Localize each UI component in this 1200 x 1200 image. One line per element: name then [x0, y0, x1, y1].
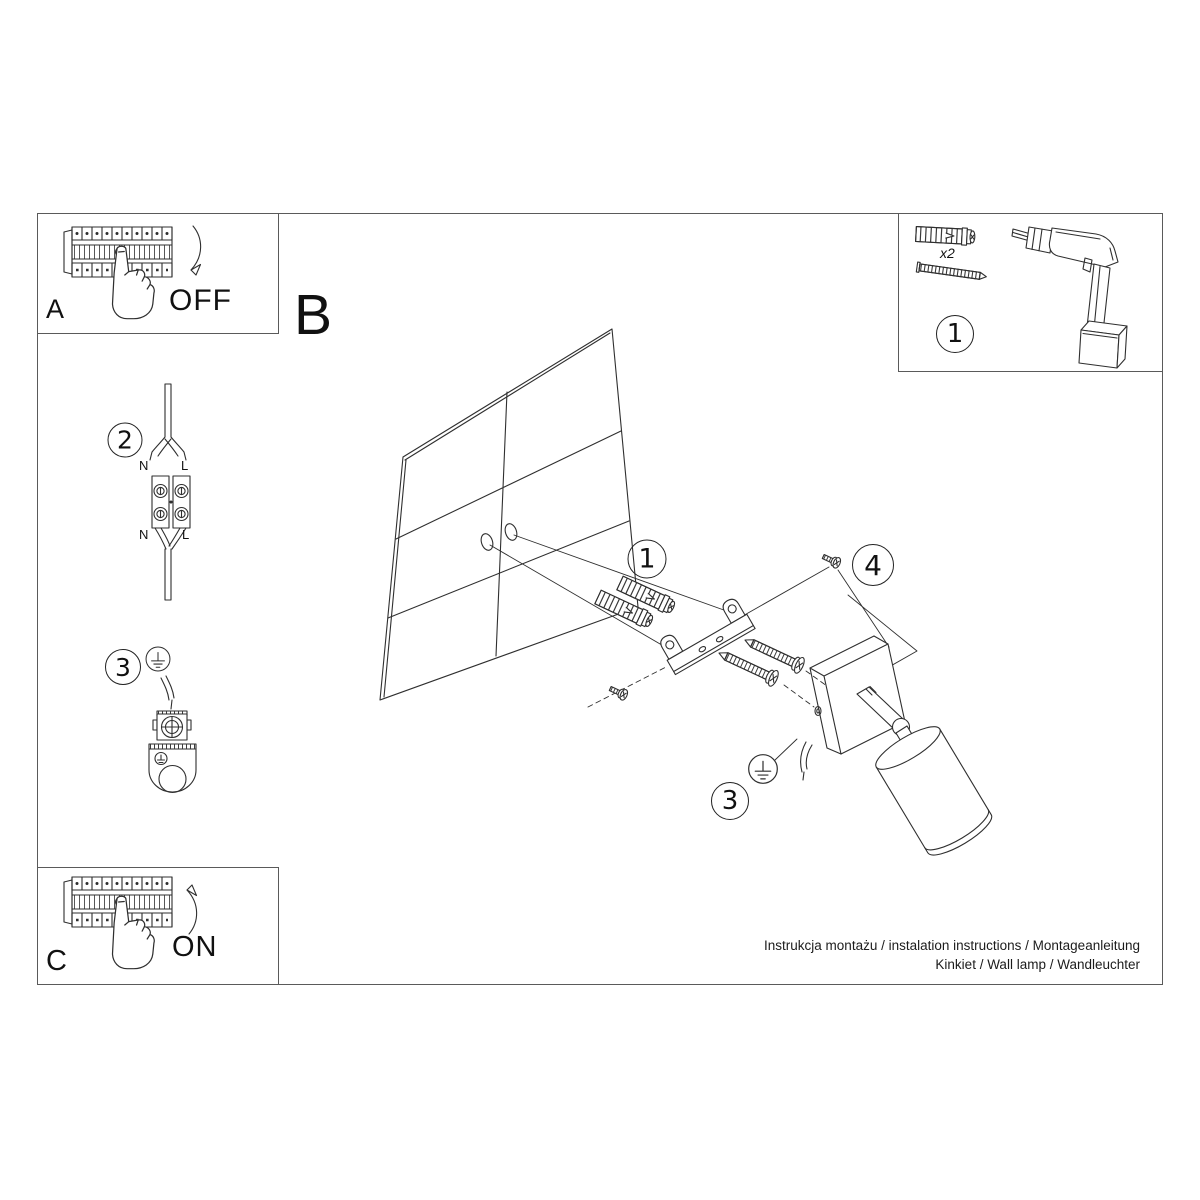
step-number-toolbox: 1 — [936, 315, 974, 353]
small-screw-icon — [821, 551, 842, 569]
section-a-label: A — [46, 294, 65, 324]
power-off-label: OFF — [169, 284, 232, 317]
footer-text — [620, 936, 1140, 974]
arrow-down-icon — [191, 226, 201, 275]
earth-symbol-icon — [146, 647, 170, 671]
earth-symbol-icon — [749, 755, 778, 784]
wall-drawing — [380, 329, 638, 700]
section-c-label: C — [46, 945, 67, 977]
terminal-screws — [154, 485, 188, 521]
small-screw-icon — [608, 683, 629, 701]
step-number-anchors: 1 — [628, 540, 667, 579]
arrow-up-icon — [187, 885, 197, 934]
step-number-fixing-screw: 4 — [852, 544, 894, 586]
wire-n-bottom-label: N — [139, 527, 149, 542]
hand-icon — [112, 246, 154, 318]
ground-lamp-symbol — [749, 739, 797, 783]
step-number-wiring: 2 — [108, 423, 143, 458]
anchor-quantity-label: x2 — [940, 245, 955, 261]
wire-l-top-label: L — [181, 458, 189, 473]
step-number-ground-left: 3 — [105, 649, 141, 685]
section-b-label: B — [294, 283, 333, 347]
step-number-ground-lamp: 3 — [711, 782, 749, 820]
power-on-label: ON — [172, 931, 218, 963]
wall-plug-icon — [916, 226, 976, 246]
wire-l-bottom-label: L — [182, 527, 190, 542]
wire-n-top-label: N — [139, 458, 149, 473]
footer-line-2: Kinkiet / Wall lamp / Wandleuchter — [935, 957, 1140, 972]
screw-icon — [916, 262, 987, 282]
wiring-diagram — [150, 384, 190, 600]
hand-icon — [112, 896, 154, 968]
ground-connection-diagram — [146, 647, 196, 792]
drill-icon — [1012, 227, 1127, 368]
wall-lamp-drawing — [801, 636, 997, 862]
footer-line-1: Instrukcja montażu / instalation instructions / Montageanleitung — [764, 938, 1140, 953]
wall-plugs-drawing — [594, 575, 677, 629]
